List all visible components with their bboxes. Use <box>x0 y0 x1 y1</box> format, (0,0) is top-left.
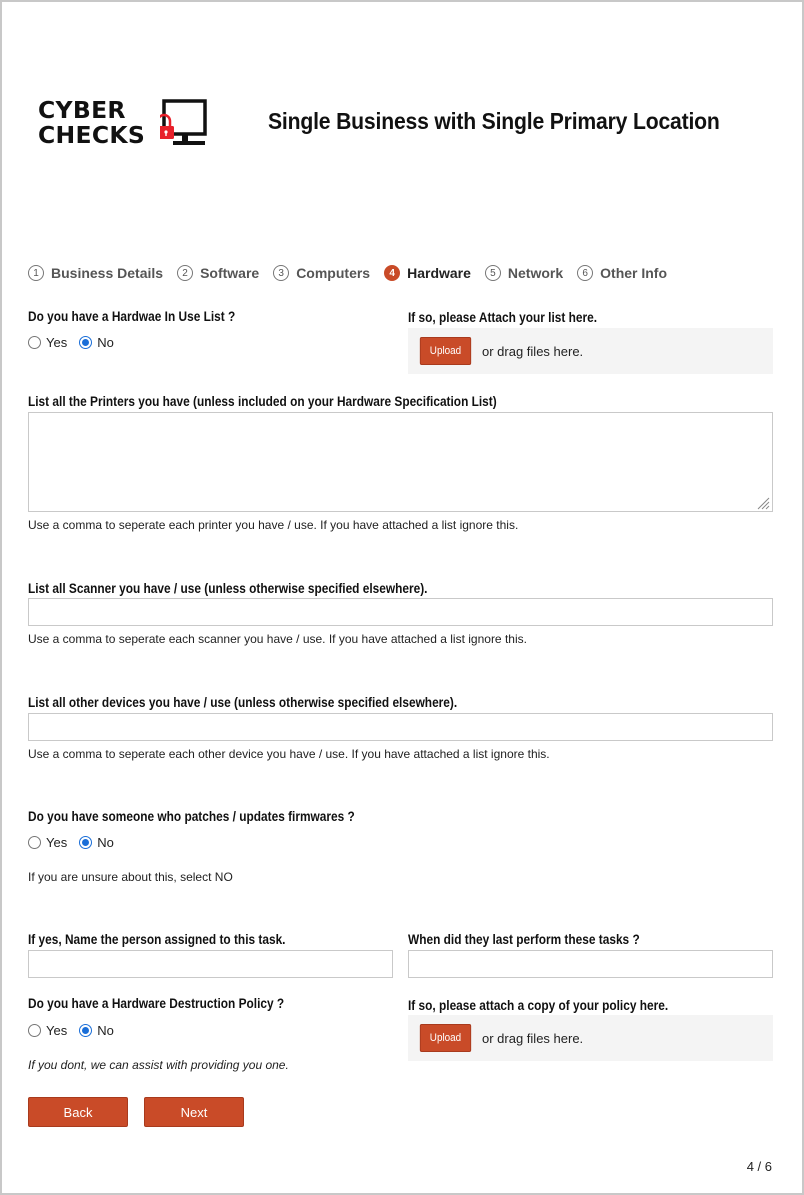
progress-steps <box>28 265 681 281</box>
step-label: Other Info <box>600 265 668 281</box>
step-label: Business Details <box>51 265 164 281</box>
other-devices-label: List all other devices you have / use (unless otherwise specified elsewhere). <box>28 695 458 710</box>
monitor-lock-icon <box>160 99 210 147</box>
firmware-help: If you are unsure about this, select NO <box>28 870 233 884</box>
firmware-yes-radio[interactable] <box>28 836 41 849</box>
firmware-yes-label: Yes <box>46 835 68 850</box>
hardware-list-upload-button[interactable]: Upload <box>420 337 471 365</box>
back-button[interactable]: Back <box>28 1097 128 1127</box>
step-computers[interactable] <box>273 265 370 281</box>
printers-textarea[interactable] <box>28 412 773 512</box>
last-performed-input[interactable] <box>408 950 773 978</box>
printers-label: List all the Printers you have (unless included on your Hardware Specification List) <box>28 394 497 409</box>
scanners-label: List all Scanner you have / use (unless otherwise specified elsewhere). <box>28 581 428 596</box>
destruction-policy-upload-zone[interactable] <box>408 1015 773 1061</box>
hardware-list-attach-label: If so, please Attach your list here. <box>408 310 598 325</box>
resize-grip-icon[interactable] <box>756 496 770 510</box>
step-number-badge: 2 <box>177 265 193 281</box>
cyber-checks-logo <box>36 97 208 149</box>
scanners-input[interactable] <box>28 598 773 626</box>
destruction-policy-question: Do you have a Hardware Destruction Policy ? <box>28 996 285 1011</box>
destruction-policy-no-label: No <box>97 1023 114 1038</box>
destruction-policy-no-radio[interactable] <box>79 1024 92 1037</box>
step-number-badge: 1 <box>28 265 44 281</box>
form-title: Single Business with Single Primary Location <box>268 108 720 134</box>
step-number-badge: 3 <box>273 265 289 281</box>
hardware-list-no-option[interactable] <box>79 335 114 350</box>
logo-line-1: CYBER <box>38 96 126 124</box>
hardware-list-yes-radio[interactable] <box>28 336 41 349</box>
last-performed-label: When did they last perform these tasks ? <box>408 932 640 947</box>
hardware-list-question: Do you have a Hardwae In Use List ? <box>28 309 236 324</box>
step-network[interactable] <box>485 265 563 281</box>
firmware-no-option[interactable] <box>79 835 114 850</box>
firmware-yes-option[interactable] <box>28 835 67 850</box>
printers-help: Use a comma to seperate each printer you have / use. If you have attached a list ignore this. <box>28 518 519 532</box>
other-devices-input[interactable] <box>28 713 773 741</box>
hardware-list-no-radio[interactable] <box>79 336 92 349</box>
logo-line-2: CHECKS <box>38 121 146 149</box>
destruction-policy-attach-label: If so, please attach a copy of your policy here. <box>408 998 669 1013</box>
hardware-list-yes-option[interactable] <box>28 335 67 350</box>
hardware-list-upload-zone[interactable] <box>408 328 773 374</box>
firmware-question: Do you have someone who patches / updates firmwares ? <box>28 809 355 824</box>
assigned-person-input[interactable] <box>28 950 393 978</box>
destruction-policy-upload-button[interactable]: Upload <box>420 1024 471 1052</box>
destruction-policy-yes-option[interactable] <box>28 1023 67 1038</box>
step-number-badge: 4 <box>384 265 400 281</box>
firmware-radio-group <box>28 835 126 850</box>
step-other-info[interactable] <box>577 265 667 281</box>
page-indicator: 4 / 6 <box>746 1159 772 1174</box>
destruction-policy-yes-label: Yes <box>46 1023 68 1038</box>
step-business-details[interactable] <box>28 265 163 281</box>
hardware-list-yes-label: Yes <box>46 335 68 350</box>
destruction-policy-radio-group <box>28 1023 126 1038</box>
step-software[interactable] <box>177 265 259 281</box>
firmware-no-label: No <box>97 835 114 850</box>
step-label: Computers <box>296 265 371 281</box>
scanners-help: Use a comma to seperate each scanner you have / use. If you have attached a list ignore this. <box>28 632 527 646</box>
assigned-person-label: If yes, Name the person assigned to this task. <box>28 932 286 947</box>
destruction-policy-drag-text: or drag files here. <box>482 1030 584 1046</box>
step-number-badge: 6 <box>577 265 593 281</box>
hardware-list-radio-group <box>28 335 126 350</box>
other-devices-help: Use a comma to seperate each other device you have / use. If you have attached a list ignore this. <box>28 747 550 761</box>
hardware-list-drag-text: or drag files here. <box>482 343 584 359</box>
step-label: Software <box>200 265 260 281</box>
destruction-policy-no-option[interactable] <box>79 1023 114 1038</box>
destruction-policy-help: If you dont, we can assist with providing you one. <box>28 1058 289 1072</box>
step-number-badge: 5 <box>485 265 501 281</box>
step-hardware[interactable] <box>384 265 471 281</box>
firmware-no-radio[interactable] <box>79 836 92 849</box>
next-button[interactable]: Next <box>144 1097 244 1127</box>
hardware-list-no-label: No <box>97 335 114 350</box>
step-label: Network <box>507 265 564 281</box>
destruction-policy-yes-radio[interactable] <box>28 1024 41 1037</box>
step-label: Hardware <box>407 265 471 281</box>
